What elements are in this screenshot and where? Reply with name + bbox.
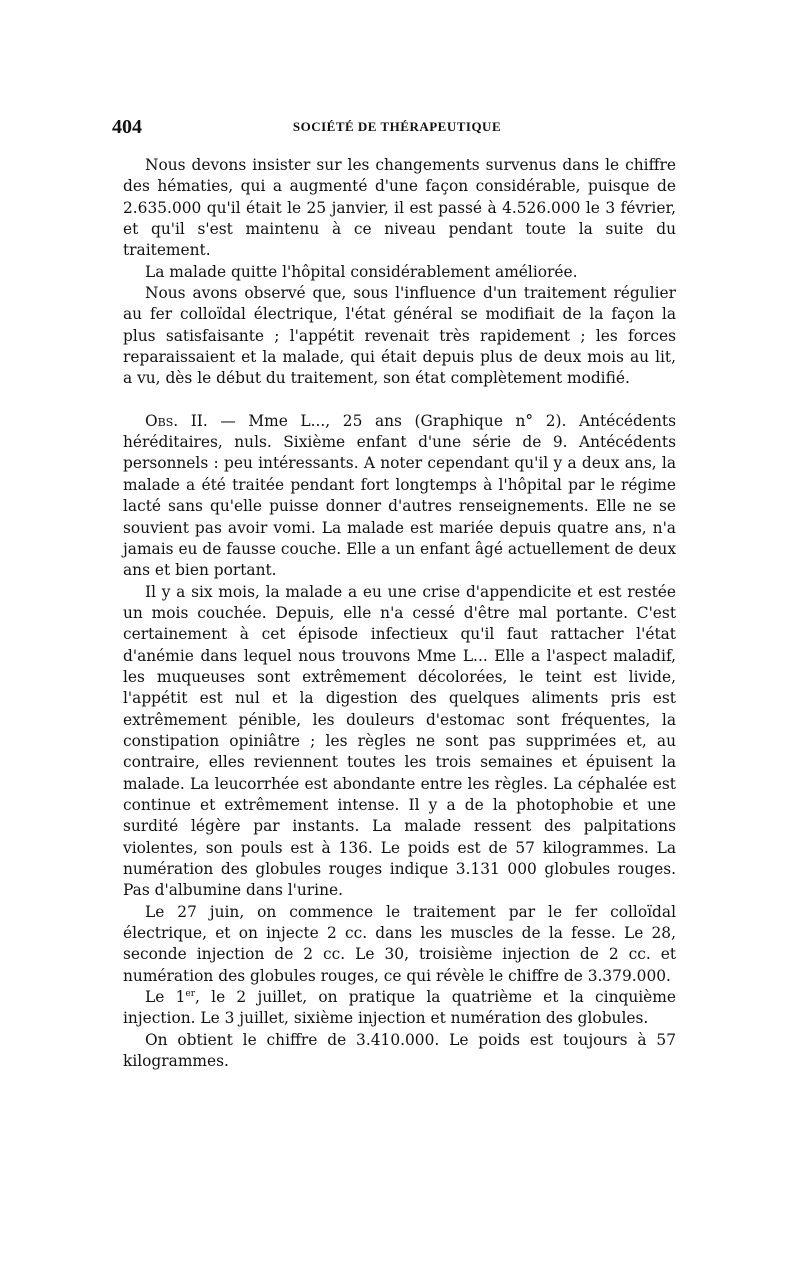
- paragraph: Nous avons observé que, sous l'influence d'un traitement régulier au fer colloïdal électrique, l'état général se modifiait de la façon la plus satisfaisante ; l'appétit revenait très rapidement ; les forces reparaissaient et la malade, qui était depuis plus de deux mois au lit, a vu, dès le début du traitement, son état complètement modifié.: [123, 284, 676, 388]
- paragraph: Le 27 juin, on commence le traitement par le fer colloïdal électrique, et on injecte 2 cc. dans les muscles de la fesse. Le 28, seconde injection de 2 cc. Le 30, troisième injection de 2 cc. et numération des globules rouges, ce qui révèle le chiffre de 3.379.000.: [123, 902, 676, 985]
- body-text: [123, 155, 676, 1072]
- paragraph: Il y a six mois, la malade a eu une crise d'appendicite et est restée un mois couchée. Depuis, elle n'a cessé d'être mal portante. C'est certainement à cet épisode infectieux qu'il faut rattacher l'état d'anémie dans lequel nous trouvons Mme L... Elle a l'aspect maladif, les muqueuses sont extrêmement décolorées, le teint est livide, l'appétit est nul et la digestion des quelques aliments pris est extrêmement pénible, les douleurs d'estomac sont fréquentes, la constipation opiniâtre ; les règles ne sont pas supprimées et, au contraire, elles reviennent toutes les trois semaines et épuisent la malade. La leucorrhée est abondante entre les règles. La céphalée est continue et extrêmement intense. Il y a de la photophobie et une surdité légère par instants. La malade ressent des palpitations violentes, son pouls est à 136. Le poids est de 57 kilogrammes. La numération des globules rouges indique 3.131 000 globules rouges. Pas d'albumine dans l'urine.: [123, 582, 676, 900]
- observation-text: — Mme L..., 25 ans (Graphique n° 2). Antécédents héréditaires, nuls. Sixième enfant d'une série de 9. Antécédents personnels : peu intéressants. A noter cependant qu'il y a deux ans, la malade a été traitée pendant fort longtemps à l'hôpital par le régime lacté sans qu'elle puisse donner d'autres renseignements. Elle ne se souvient pas avoir vomi. La malade est mariée depuis quatre ans, n'a jamais eu de fausse couche. Elle a un enfant âgé actuellement de deux ans et bien portant.: [123, 411, 676, 580]
- running-head: SOCIÉTÉ DE THÉRAPEUTIQUE: [292, 119, 502, 134]
- paragraph: Nous devons insister sur les changements survenus dans le chiffre des hématies, qui a augmenté d'une façon considérable, puisque de 2.635.000 qu'il était le 25 janvier, il est passé à 4.526.000 le 3 février, et qu'il s'est maintenu à ce niveau pendant toute la suite du traitement.: [123, 156, 676, 260]
- observation-paragraph: [123, 411, 676, 582]
- paragraph: On obtient le chiffre de 3.410.000. Le poids est toujours à 57 kilogrammes.: [123, 1030, 676, 1071]
- page-number: 404: [112, 116, 142, 138]
- paragraph-text: , le 2 juillet, on pratique la quatrième et la cinquième injection. Le 3 juillet, sixième injection et numération des globules.: [123, 988, 676, 1028]
- observation-label: Obs. II.: [145, 411, 208, 430]
- page-header: [112, 116, 682, 138]
- paragraph: La malade quitte l'hôpital considérablement améliorée.: [145, 262, 578, 281]
- ordinal-superscript: er: [185, 988, 196, 999]
- paragraph: [123, 987, 676, 1030]
- paragraph-text: Le 1: [145, 988, 186, 1007]
